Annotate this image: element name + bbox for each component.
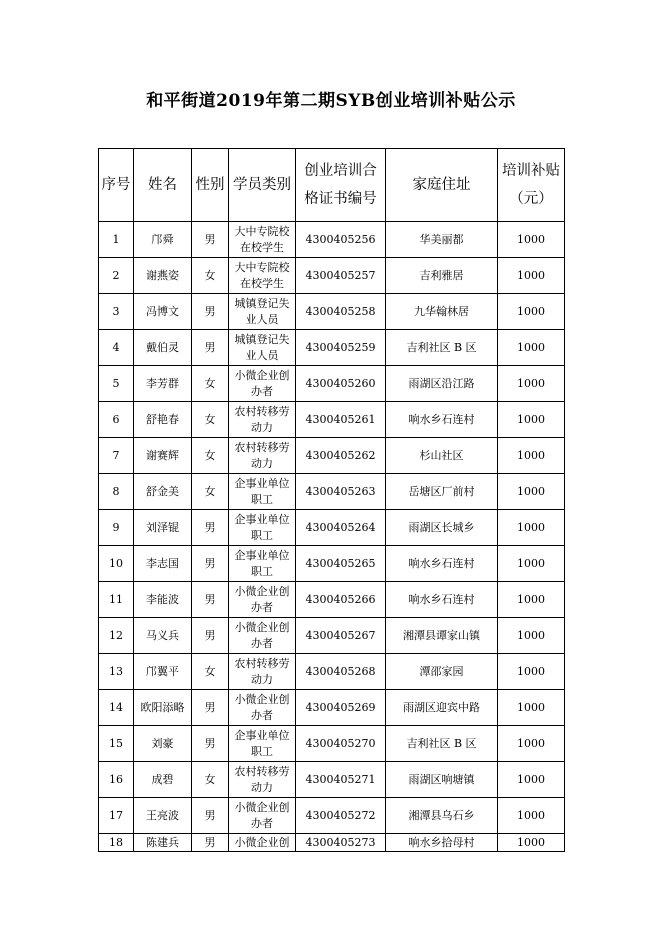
cell-name: 邝舜 (134, 222, 192, 258)
cell-subsidy: 1000 (498, 294, 565, 330)
cell-category (229, 762, 296, 798)
cell-gender: 女 (192, 438, 229, 474)
cell-category (229, 582, 296, 618)
cell-gender: 女 (192, 762, 229, 798)
category-line1: 农村转移劳 (234, 440, 290, 454)
table-row (99, 762, 565, 798)
cell-cert: 4300405273 (296, 834, 386, 852)
cell-cert: 4300405268 (296, 654, 386, 690)
table-row (99, 474, 565, 510)
cell-address: 吉利社区 B 区 (386, 330, 498, 366)
cell-address: 湘潭县谭家山镇 (386, 618, 498, 654)
subsidy-table (98, 148, 565, 852)
cell-address: 响水乡石连村 (386, 582, 498, 618)
category-line2: 动力 (251, 456, 273, 470)
cell-seq: 8 (99, 474, 134, 510)
cell-cert: 4300405262 (296, 438, 386, 474)
cell-name: 欧阳添略 (134, 690, 192, 726)
header-subsidy-line2: （元） (509, 191, 553, 207)
category-line2: 业人员 (245, 312, 279, 326)
cell-seq: 6 (99, 402, 134, 438)
header-subsidy (498, 149, 565, 222)
cell-category (229, 474, 296, 510)
cell-name: 马义兵 (134, 618, 192, 654)
cell-subsidy: 1000 (498, 654, 565, 690)
cell-name: 谢赛辉 (134, 438, 192, 474)
cell-name: 成碧 (134, 762, 192, 798)
cell-gender: 男 (192, 618, 229, 654)
cell-category (229, 294, 296, 330)
cell-cert: 4300405263 (296, 474, 386, 510)
cell-seq: 15 (99, 726, 134, 762)
cell-subsidy: 1000 (498, 330, 565, 366)
category-line1: 农村转移劳 (234, 764, 290, 778)
cell-category (229, 798, 296, 834)
cell-gender: 男 (192, 294, 229, 330)
cell-subsidy: 1000 (498, 834, 565, 852)
cell-gender: 男 (192, 330, 229, 366)
cell-gender: 男 (192, 222, 229, 258)
table-row (99, 834, 565, 852)
cell-gender: 男 (192, 582, 229, 618)
category-line1: 小微企业创 (234, 620, 290, 634)
cell-seq: 1 (99, 222, 134, 258)
cell-gender: 男 (192, 510, 229, 546)
table-row (99, 726, 565, 762)
cell-category (229, 222, 296, 258)
cell-subsidy: 1000 (498, 438, 565, 474)
category-line2: 动力 (251, 672, 273, 686)
category-line2: 办者 (251, 600, 273, 614)
header-row (99, 149, 565, 222)
cell-cert: 4300405271 (296, 762, 386, 798)
category-line1: 城镇登记失 (234, 332, 290, 346)
cell-gender: 女 (192, 258, 229, 294)
cell-category (229, 654, 296, 690)
cell-seq: 5 (99, 366, 134, 402)
cell-seq: 3 (99, 294, 134, 330)
cell-cert: 4300405266 (296, 582, 386, 618)
category-line1: 小微企业创 (234, 800, 290, 814)
cell-address: 九华翰林居 (386, 294, 498, 330)
cell-seq: 11 (99, 582, 134, 618)
cell-cert: 4300405270 (296, 726, 386, 762)
category-line2: 办者 (251, 384, 273, 398)
cell-name: 邝翼平 (134, 654, 192, 690)
cell-name: 舒金美 (134, 474, 192, 510)
cell-seq: 2 (99, 258, 134, 294)
cell-subsidy: 1000 (498, 402, 565, 438)
cell-seq: 9 (99, 510, 134, 546)
table-row (99, 798, 565, 834)
cell-subsidy: 1000 (498, 726, 565, 762)
header-cert-line2: 格证书编号 (304, 191, 377, 207)
cell-name: 舒艳春 (134, 402, 192, 438)
cell-seq: 18 (99, 834, 134, 852)
cell-category (229, 618, 296, 654)
cell-name: 刘泽锟 (134, 510, 192, 546)
cell-address: 潭邵家园 (386, 654, 498, 690)
cell-address: 响水乡石连村 (386, 546, 498, 582)
header-category: 学员类别 (229, 149, 296, 222)
cell-category (229, 330, 296, 366)
header-gender: 性别 (192, 149, 229, 222)
category-line1: 农村转移劳 (234, 404, 290, 418)
cell-subsidy: 1000 (498, 222, 565, 258)
cell-subsidy: 1000 (498, 474, 565, 510)
category-line1: 城镇登记失 (234, 296, 290, 310)
cell-name: 刘豪 (134, 726, 192, 762)
cell-category (229, 438, 296, 474)
cell-name: 李芳群 (134, 366, 192, 402)
cell-seq: 17 (99, 798, 134, 834)
category-line1: 企事业单位 (234, 476, 290, 490)
cell-address: 吉利雅居 (386, 258, 498, 294)
cell-name: 陈建兵 (134, 834, 192, 852)
cell-subsidy: 1000 (498, 582, 565, 618)
table-row (99, 510, 565, 546)
category-line1: 企事业单位 (234, 548, 290, 562)
category-line2: 职工 (251, 744, 273, 758)
cell-subsidy: 1000 (498, 258, 565, 294)
cell-category (229, 546, 296, 582)
cell-cert: 4300405261 (296, 402, 386, 438)
table-row (99, 546, 565, 582)
cell-seq: 16 (99, 762, 134, 798)
table-row (99, 438, 565, 474)
cell-gender: 男 (192, 834, 229, 852)
header-seq: 序号 (99, 149, 134, 222)
category-line2: 职工 (251, 492, 273, 506)
cell-subsidy: 1000 (498, 546, 565, 582)
category-line1: 企事业单位 (234, 728, 290, 742)
category-line2: 职工 (251, 564, 273, 578)
table-row (99, 222, 565, 258)
cell-subsidy: 1000 (498, 366, 565, 402)
cell-gender: 男 (192, 798, 229, 834)
table-row (99, 618, 565, 654)
cell-subsidy: 1000 (498, 798, 565, 834)
cell-seq: 12 (99, 618, 134, 654)
header-cert (296, 149, 386, 222)
cell-category (229, 510, 296, 546)
header-cert-line1: 创业培训合 (304, 163, 377, 179)
cell-category (229, 366, 296, 402)
table-row (99, 366, 565, 402)
cell-address: 响水乡石连村 (386, 402, 498, 438)
cell-seq: 7 (99, 438, 134, 474)
cell-gender: 男 (192, 546, 229, 582)
category-line2: 在校学生 (240, 240, 284, 254)
header-subsidy-line1: 培训补贴 (502, 163, 560, 179)
cell-cert: 4300405267 (296, 618, 386, 654)
cell-address: 雨湖区长城乡 (386, 510, 498, 546)
cell-category (229, 258, 296, 294)
category-line2: 办者 (251, 708, 273, 722)
table-row (99, 294, 565, 330)
category-line1: 小微企业创 (234, 368, 290, 382)
cell-name: 戴伯灵 (134, 330, 192, 366)
cell-name: 王亮波 (134, 798, 192, 834)
table-row (99, 582, 565, 618)
cell-address: 雨湖区响塘镇 (386, 762, 498, 798)
cell-cert: 4300405258 (296, 294, 386, 330)
category-line2: 办者 (251, 636, 273, 650)
cell-seq: 10 (99, 546, 134, 582)
table-row (99, 690, 565, 726)
cell-seq: 4 (99, 330, 134, 366)
category-line2: 办者 (251, 816, 273, 830)
category-line1: 大中专院校 (234, 260, 290, 274)
cell-name: 冯博文 (134, 294, 192, 330)
cell-gender: 女 (192, 402, 229, 438)
header-name: 姓名 (134, 149, 192, 222)
cell-gender: 女 (192, 474, 229, 510)
category-line1: 大中专院校 (234, 224, 290, 238)
cell-gender: 男 (192, 690, 229, 726)
cell-cert: 4300405272 (296, 798, 386, 834)
category-line2: 业人员 (245, 348, 279, 362)
category-line1: 小微企业创 (234, 584, 290, 598)
cell-cert: 4300405269 (296, 690, 386, 726)
cell-address: 响水乡拾母村 (386, 834, 498, 852)
cell-name: 谢燕姿 (134, 258, 192, 294)
cell-gender: 男 (192, 726, 229, 762)
category-line2: 动力 (251, 420, 273, 434)
page-title: 和平街道2019年第二期SYB创业培训补贴公示 (146, 91, 516, 111)
cell-address: 岳塘区厂前村 (386, 474, 498, 510)
category-line1: 企事业单位 (234, 512, 290, 526)
cell-cert: 4300405256 (296, 222, 386, 258)
category-line2: 职工 (251, 528, 273, 542)
category-line2: 动力 (251, 780, 273, 794)
cell-gender: 女 (192, 654, 229, 690)
cell-subsidy: 1000 (498, 510, 565, 546)
cell-subsidy: 1000 (498, 690, 565, 726)
cell-category (229, 402, 296, 438)
cell-category (229, 726, 296, 762)
cell-address: 吉利社区 B 区 (386, 726, 498, 762)
cell-address: 雨湖区迎宾中路 (386, 690, 498, 726)
cell-category (229, 834, 296, 852)
cell-seq: 14 (99, 690, 134, 726)
cell-address: 杉山社区 (386, 438, 498, 474)
cell-cert: 4300405257 (296, 258, 386, 294)
cell-subsidy: 1000 (498, 618, 565, 654)
table-row (99, 258, 565, 294)
category-line2: 在校学生 (240, 276, 284, 290)
cell-category (229, 690, 296, 726)
cell-name: 李志国 (134, 546, 192, 582)
cell-cert: 4300405265 (296, 546, 386, 582)
table-row (99, 330, 565, 366)
cell-gender: 女 (192, 366, 229, 402)
cell-cert: 4300405264 (296, 510, 386, 546)
table-row (99, 402, 565, 438)
cell-address: 湘潭县乌石乡 (386, 798, 498, 834)
category-line1: 小微企业创 (234, 836, 290, 849)
table-row (99, 654, 565, 690)
cell-seq: 13 (99, 654, 134, 690)
category-line1: 小微企业创 (234, 692, 290, 706)
category-line1: 农村转移劳 (234, 656, 290, 670)
cell-address: 雨湖区沿江路 (386, 366, 498, 402)
cell-address: 华美丽都 (386, 222, 498, 258)
cell-subsidy: 1000 (498, 762, 565, 798)
cell-name: 李能波 (134, 582, 192, 618)
cell-cert: 4300405259 (296, 330, 386, 366)
header-address: 家庭住址 (386, 149, 498, 222)
cell-cert: 4300405260 (296, 366, 386, 402)
